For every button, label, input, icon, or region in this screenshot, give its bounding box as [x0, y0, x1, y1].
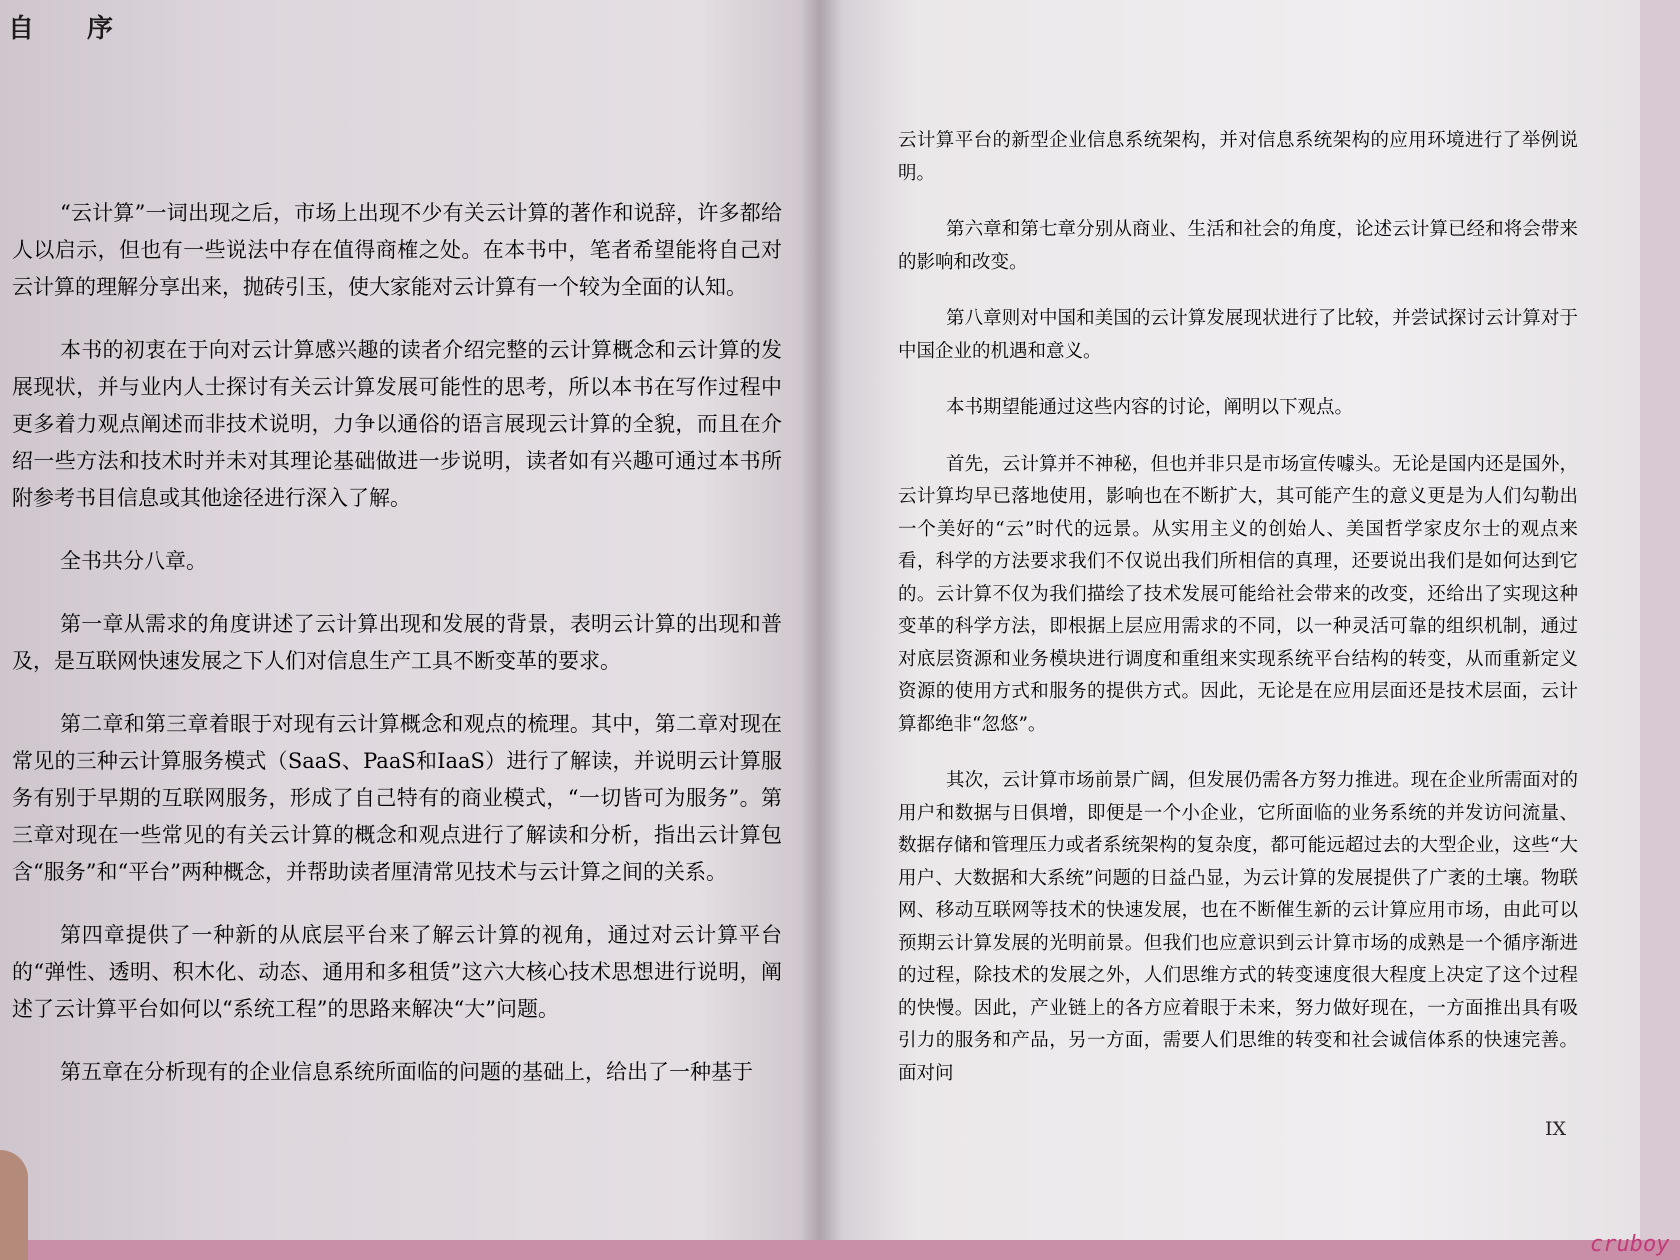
- paragraph: 第一章从需求的角度讲述了云计算出现和发展的背景，表明云计算的出现和普及，是互联网快速发展之下人们对信息生产工具不断变革的要求。: [12, 612, 782, 673]
- paragraph: 第四章提供了一种新的从底层平台来了解云计算的视角，通过对云计算平台的“弹性、透明、积木化、动态、通用和多租赁”这六大核心技术思想进行说明，阐述了云计算平台如何以“系统工程”的思路来解决“大”问题。: [12, 923, 782, 1021]
- section-title: 自 序: [8, 14, 136, 44]
- background-fabric: [0, 1240, 1680, 1260]
- paragraph: 本书的初衷在于向对云计算感兴趣的读者介绍完整的云计算概念和云计算的发展现状，并与业内人士探讨有关云计算发展可能性的思考，所以本书在写作过程中更多着力观点阐述而非技术说明，力争以通俗的语言展现云计算的全貌，而且在介绍一些方法和技术时并未对其理论基础做进一步说明，读者如有兴趣可通过本书所附参考书目信息或其他途径进行深入了解。: [12, 338, 782, 510]
- paragraph: 本书期望能通过这些内容的讨论，阐明以下观点。: [946, 397, 1354, 418]
- paragraph: 第五章在分析现有的企业信息系统所面临的问题的基础上，给出了一种基于: [60, 1060, 753, 1084]
- left-page-text: [12, 195, 792, 1117]
- finger: [0, 1150, 28, 1260]
- book-gutter: [800, 0, 842, 1240]
- watermark: cruboy: [1590, 1232, 1670, 1257]
- right-page-text: [898, 125, 1578, 1114]
- paragraph: 第二章和第三章着眼于对现有云计算概念和观点的梳理。其中，第二章对现在常见的三种云计算服务模式（SaaS、PaaS和IaaS）进行了解读，并说明云计算服务有别于早期的互联网服务，形成了自己特有的商业模式，“一切皆可为服务”。第三章对现在一些常见的有关云计算的概念和观点进行了解读和分析，指出云计算包含“服务”和“平台”两种概念，并帮助读者厘清常见技术与云计算之间的关系。: [12, 712, 782, 884]
- paragraph: 首先，云计算并不神秘，但也并非只是市场宣传噱头。无论是国内还是国外，云计算均早已落地使用，影响也在不断扩大，其可能产生的意义更是为人们勾勒出一个美好的“云”时代的远景。从实用主义的创始人、美国哲学家皮尔士的观点来看，科学的方法要求我们不仅说出我们所相信的真理，还要说出我们是如何达到它的。云计算不仅为我们描绘了技术发展可能给社会带来的改变，还给出了实现这种变革的科学方法，即根据上层应用需求的不同，以一种灵活可靠的组织机制，通过对底层资源和业务模块进行调度和重组来实现系统平台结构的转变，从而重新定义资源的使用方式和服务的提供方式。因此，无论是在应用层面还是技术层面，云计算都绝非“忽悠”。: [898, 453, 1578, 735]
- paragraph: 第八章则对中国和美国的云计算发展现状进行了比较，并尝试探讨云计算对于中国企业的机遇和意义。: [898, 308, 1578, 362]
- page-number: IX: [1545, 1118, 1567, 1140]
- paragraph: “云计算”一词出现之后，市场上出现不少有关云计算的著作和说辞，许多都给人以启示，但也有一些说法中存在值得商榷之处。在本书中，笔者希望能将自己对云计算的理解分享出来，抛砖引玉，使大家能对云计算有一个较为全面的认知。: [12, 201, 782, 299]
- paragraph: 全书共分八章。: [60, 549, 207, 573]
- paragraph: 其次，云计算市场前景广阔，但发展仍需各方努力推进。现在企业所需面对的用户和数据与日俱增，即便是一个小企业，它所面临的业务系统的并发访问流量、数据存储和管理压力或者系统架构的复杂度，都可能远超过去的大型企业，这些“大用户、大数据和大系统”问题的日益凸显，为云计算的发展提供了广袤的土壤。物联网、移动互联网等技术的快速发展，也在不断催生新的云计算应用市场，由此可以预期云计算发展的光明前景。但我们也应意识到云计算市场的成熟是一个循序渐进的过程，除技术的发展之外，人们思维方式的转变速度很大程度上决定了这个过程的快慢。因此，产业链上的各方应着眼于未来，努力做好现在，一方面推出具有吸引力的服务和产品，另一方面，需要人们思维的转变和社会诚信体系的快速完善。面对问: [898, 770, 1578, 1084]
- paragraph: 第六章和第七章分别从商业、生活和社会的角度，论述云计算已经和将会带来的影响和改变。: [898, 219, 1578, 273]
- paragraph: 云计算平台的新型企业信息系统架构，并对信息系统架构的应用环境进行了举例说明。: [898, 130, 1578, 184]
